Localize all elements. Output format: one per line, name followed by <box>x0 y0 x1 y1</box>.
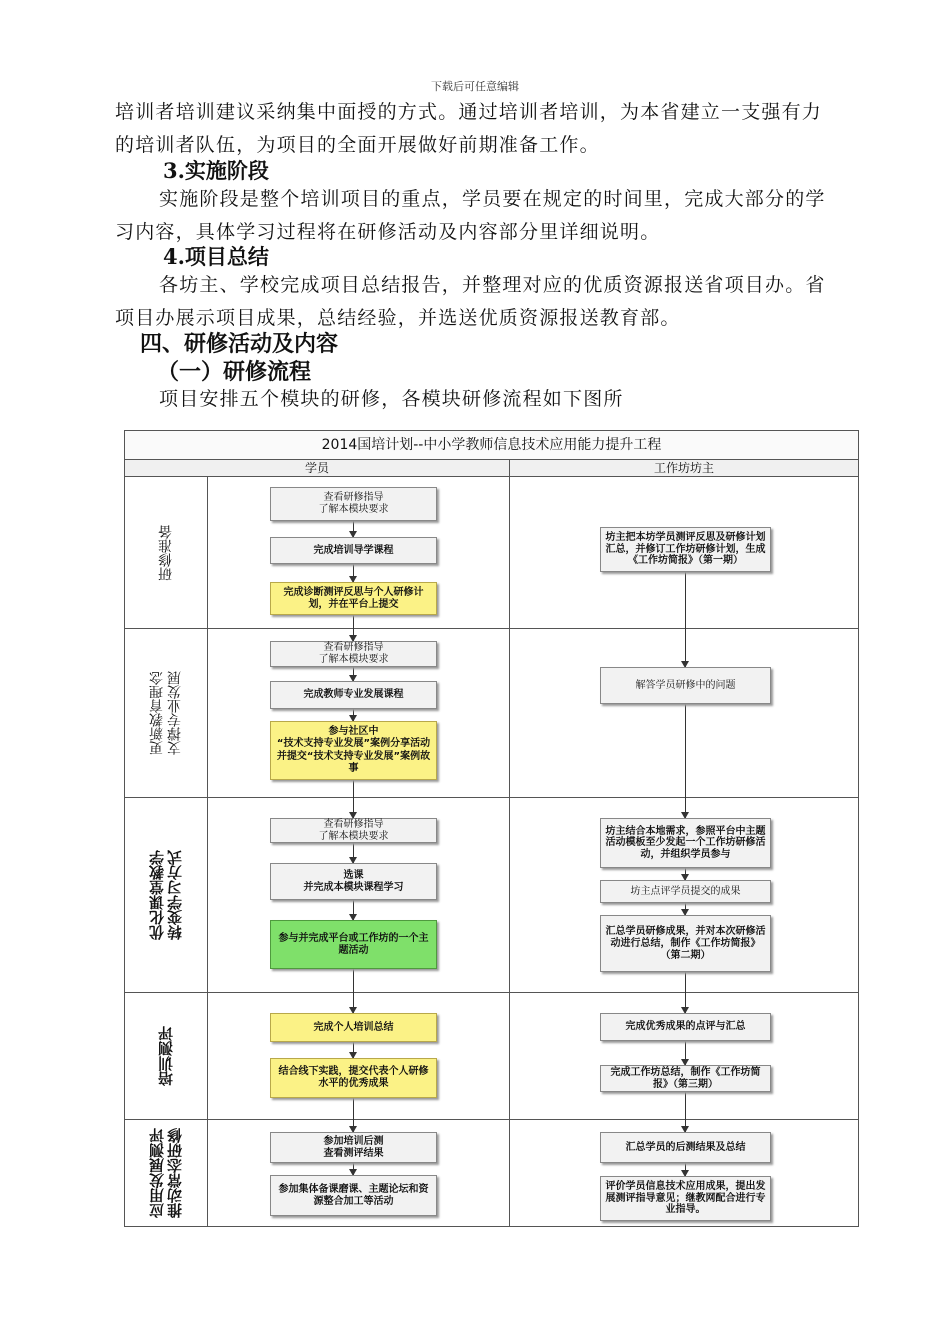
host-step-post-test-summary: 汇总学员的后测结果及总结 <box>600 1132 771 1163</box>
flowchart-title: 2014国培计划--中小学教师信息技术应用能力提升工程 <box>125 431 858 460</box>
stage-preparation: 研修准备 <box>158 524 174 581</box>
page-header: 下载后可任意编辑 <box>431 80 519 93</box>
host-step-summary-brief-1: 坊主把本坊学员测评反思及研修计划汇总，并修订工作坊研修计划，生成《工作坊简报》（第一期） <box>600 527 771 572</box>
student-step-excellent-work: 结合线下实践，提交代表个人研修水平的优秀成果 <box>270 1058 437 1098</box>
column-header-host: 工作坊坊主 <box>510 460 858 477</box>
arrow <box>353 843 354 863</box>
paragraph-trainer-training: 培训者培训建议采纳集中面授的方式。通过培训者培训，为本省建立一支强有力的培训者队伍，为项目的全面开展做好前期准备工作。 <box>115 101 823 156</box>
host-step-summary-brief-2: 汇总学员研修成果，并对本次研修活动进行总结，制作《工作坊简报》（第二期） <box>600 915 771 972</box>
paragraph-implementation: 实施阶段是整个培训项目的重点，学员要在规定的时间里，完成大部分的学习内容，具体学习过程将在研修活动及内容部分里详细说明。 <box>115 188 826 243</box>
arrow <box>353 1042 354 1058</box>
stage-separator <box>125 797 858 798</box>
arrow <box>353 667 354 681</box>
host-step-launch-activity: 坊主结合本地需求，参照平台中主题活动模板至少发起一个工作坊研修活动，并组织学员参与 <box>600 818 771 868</box>
arrow <box>353 969 354 1013</box>
student-step-view-guide: 查看研修指导 了解本模块要求 <box>270 641 437 667</box>
training-flowchart <box>124 430 859 1227</box>
student-step-theme-activity: 参与并完成平台或工作坊的一个主题活动 <box>270 920 437 969</box>
arrow <box>353 1098 354 1132</box>
heading-project-summary: 4.项目总结 <box>163 244 269 269</box>
paragraph-flow-intro: 项目安排五个模块的研修，各模块研修流程如下图所 <box>159 388 624 410</box>
student-step-select-course: 选课 并完成本模块课程学习 <box>270 863 437 900</box>
student-step-post-test: 参加培训后测 查看测评结果 <box>270 1132 437 1163</box>
arrow <box>353 780 354 818</box>
host-step-review-excellent: 完成优秀成果的点评与汇总 <box>600 1013 771 1041</box>
arrow <box>685 704 686 818</box>
heading-section-four: 四、研修活动及内容 <box>140 331 339 357</box>
stage-update-concepts: 更新教育理念 支撑专业发展 <box>149 670 183 755</box>
arrow <box>685 868 686 880</box>
stage-application: 应用发展测评 推动常态研修 <box>148 1128 184 1218</box>
arrow <box>685 972 686 1013</box>
host-step-evaluate-guidance: 评价学员信息技术应用成果，提出发展测评指导意见；继教网配合进行专业指导。 <box>600 1176 771 1221</box>
stage-separator <box>125 992 858 993</box>
arrow <box>685 1163 686 1176</box>
student-step-collective-activities: 参加集体备课磨课、主题论坛和资源整合加工等活动 <box>270 1175 437 1216</box>
arrow <box>353 709 354 721</box>
arrow <box>685 903 686 915</box>
stage-separator <box>125 628 858 629</box>
arrow <box>685 1041 686 1065</box>
arrow <box>353 615 354 641</box>
host-step-review-results: 坊主点评学员提交的成果 <box>600 880 771 903</box>
student-step-professional-course: 完成教师专业发展课程 <box>270 681 437 709</box>
arrow <box>353 1163 354 1175</box>
stage-optimize-teaching: 优化课堂教学 转变学习方式 <box>148 849 184 940</box>
student-step-view-guide: 查看研修指导 了解本模块要求 <box>270 818 437 843</box>
lane-divider <box>509 477 510 1227</box>
student-step-view-guide: 查看研修指导 了解本模块要求 <box>270 487 437 521</box>
stage-assessment: 培训测评 <box>157 1025 175 1086</box>
column-divider <box>509 460 510 477</box>
host-step-answer-questions: 解答学员研修中的问题 <box>600 667 771 704</box>
column-header-student: 学员 <box>125 460 509 477</box>
heading-implementation-stage: 3.实施阶段 <box>163 158 269 183</box>
stage-column-divider <box>207 477 208 1227</box>
arrow <box>685 572 686 667</box>
paragraph-summary: 各坊主、学校完成项目总结报告，并整理对应的优质资源报送省项目办。省项目办展示项目成果，总结经验，并选送优质资源报送教育部。 <box>115 274 826 329</box>
stage-separator <box>125 1119 858 1120</box>
heading-training-flow: （一）研修流程 <box>157 359 312 385</box>
student-step-orientation-course: 完成培训导学课程 <box>270 537 437 564</box>
arrow <box>353 900 354 920</box>
arrow <box>353 564 354 582</box>
student-step-diagnostic-plan: 完成诊断测评反思与个人研修计划，并在平台上提交 <box>270 582 437 615</box>
arrow <box>353 521 354 537</box>
student-step-case-sharing: 参与社区中 “技术支持专业发展”案例分享活动 并提交“技术支持专业发展”案例故事 <box>270 721 437 780</box>
arrow <box>685 1092 686 1132</box>
student-step-personal-summary: 完成个人培训总结 <box>270 1013 437 1042</box>
host-step-summary-brief-3: 完成工作坊总结，制作《工作坊简报》（第三期） <box>600 1065 771 1092</box>
